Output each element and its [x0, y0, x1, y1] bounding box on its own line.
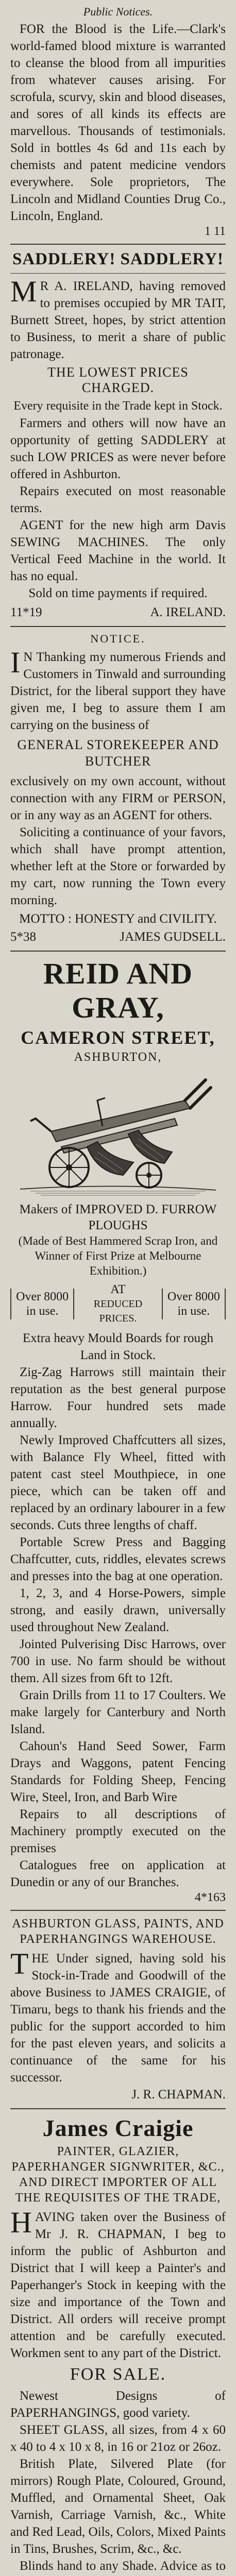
saddlery-stock: Every requisite in the Trade kept in Stock. — [13, 399, 223, 413]
craigie-ad — [10, 2114, 226, 2576]
section-header: Public Notices. — [83, 5, 153, 18]
sale-plate: British Plate, Silvered Plate (for mirrors) Rough Plate, Coloured, Ground, Muffled, and Ornamental Sheet, Oak Varnish, Carriage Varnish, &c., White and Red Lead, Oils, Colors, Mixed Paints in Tins, Brushes, Scrim, &c., &c. — [10, 2457, 226, 2556]
gudsell-para2: exclusively on my own account, without connection with any FIRM or PERSON, or in any way as an AGENT for others. — [10, 774, 226, 822]
plough-engraving — [20, 1070, 216, 1198]
firm-street: CAMERON STREET, — [21, 1027, 215, 1048]
divider — [10, 1910, 226, 1911]
blood-mixture-text: FOR the Blood is the Life.—Clark's world-famed blood mixture is warranted to cleanse the blood from all impurities from whatever causes arising. For scrofula, scurvy, skin and blood diseases, and sores of all kinds its effects are marvellous. Thousands of testimonials. Sold in bottles 4s 6d and 11s each by chemists and patent medicine vendors everywhere. Sole proprietors, The Lincoln and Midland Counties Drug Co., Lincoln, England. — [10, 22, 226, 223]
signature: A. IRELAND. — [150, 605, 226, 619]
notice-heading: NOTICE. — [90, 632, 146, 645]
makers-note: (Made of Best Hammered Scrap Iron, and Winner of First Prize at Melbourne Exhibition.) — [18, 1234, 218, 1277]
reid-and-gray-ad — [10, 957, 226, 1905]
in-use-box-left: Over 8000 in use. — [10, 1289, 74, 1319]
craigie-name: James Craigie — [42, 2115, 194, 2141]
sale-blinds: Blinds hand to any Shade. Advice as to — [20, 2559, 226, 2573]
seed-sower: Cahoun's Hand Seed Sower, Farm Drays and Waggons, patent Fencing Standards for Folding Sheep, Fencing Wire, Steel, Iron, and Barb Wire — [10, 1739, 226, 1804]
saddlery-subhead: THE LOWEST PRICES CHARGED. — [47, 365, 189, 395]
catalogues: Catalogues free on application at Dunedin or any of our Branches. — [10, 1858, 226, 1889]
chaffcutters: Newly Improved Chaffcutters all sizes, with Balance Fly Wheel, fitted with patent cast steel Mouthpiece, in one piece, which can be taken off and replaced by an ordinary labourer in a few seconds. Cuts three lengths of chaff. — [10, 1433, 226, 1532]
saddlery-repairs: Repairs executed on most reasonable terms. — [10, 484, 226, 515]
reduced-prices-bottom: REDUCED PRICES. — [93, 1298, 143, 1324]
saddlery-agent: AGENT for the new high arm Davis SEWING MACHINES. The only Vertical Feed Machine in the world. It has no equal. — [10, 518, 226, 583]
ad-code: 1 11 — [204, 225, 226, 238]
signature-row — [10, 604, 226, 621]
saddlery-heading: SADDLERY! SADDLERY! — [12, 250, 224, 268]
firm-name: REID AND GRAY, — [43, 957, 193, 1024]
ad-code: 5*38 — [10, 930, 36, 944]
zigzag-harrows: Zig-Zag Harrows still maintain their reputation as the best general purpose Harrow. Four hundred sets made annually. — [10, 1365, 226, 1430]
repairs: Repairs to all descriptions of Machinery promptly executed on the premises — [10, 1807, 226, 1855]
sale-paperhangings: Newest Designs of PAPERHANGINGS, good variety. — [10, 2389, 226, 2420]
divider — [10, 626, 226, 627]
divider — [10, 2108, 226, 2109]
chapman-notice — [10, 1916, 226, 2103]
sale-sheet-glass: SHEET GLASS, all sizes, from 4 x 60 x 40 to 4 x 10 x 8, in 16 or 21oz or 26oz. — [10, 2423, 226, 2454]
gudsell-motto: MOTTO : HONESTY and CIVILITY. — [19, 912, 217, 926]
gudsell-trade: GENERAL STOREKEEPER AND BUTCHER — [17, 737, 219, 769]
divider — [10, 951, 226, 952]
reduced-prices — [74, 1282, 162, 1326]
mould-boards: Extra heavy Mould Boards for rough Land in Stock. — [22, 1331, 214, 1362]
gudsell-notice — [10, 632, 226, 945]
price-banner — [10, 1282, 226, 1326]
saddlery-farmers: Farmers and others will now have an opportunity of getting SADDLERY at such LOW PRICES as were never before offered in Ashburton. — [10, 416, 226, 481]
saddlery-ad — [10, 250, 226, 621]
signature: J. R. CHAPMAN. — [131, 2088, 226, 2102]
craigie-body: HAVING taken over the Business of Mr J. R. CHAPMAN, I beg to inform the public of Ashburton and District that I will keep a Painter's and Paperhanger's Stock in keeping with the size and importance of the Town and District. All orders will receive prompt attention and be carefully executed. Workmen sent to any part of the District. — [10, 2206, 226, 2360]
chapman-body: THE Under signed, having sold his Stock-in-Trade and Goodwill of the above Business to JAMES CRAIGIE, of Timaru, begs to thank his friends and the public for the support accorded to him for the past eleven years, and solicits a continuance of the same for his successor. — [10, 1947, 226, 2084]
ad-code: 4*163 — [195, 1891, 226, 1904]
ad-code: 11*19 — [10, 605, 42, 619]
saddlery-payment: Sold on time payments if required. — [28, 586, 208, 600]
divider — [10, 273, 226, 274]
in-use-box-right: Over 8000 in use. — [162, 1289, 226, 1319]
makers-line: Makers of IMPROVED D. FURROW PLOUGHS — [19, 1202, 217, 1232]
blood-mixture-ad — [10, 5, 226, 239]
signature-row — [10, 928, 226, 945]
signature: JAMES GUDSELL. — [120, 930, 226, 944]
gudsell-para3: Soliciting a continuance of your favors, which shall have prompt attention, whether left at the Store or forwarded by my cart, now running the Town every morning. — [10, 825, 226, 907]
screw-press: Portable Screw Press and Bagging Chaffcutter, cuts, riddles, elevates screws and presses into the bag at one operation. — [10, 1535, 226, 1583]
firm-town: ASHBURTON, — [74, 1050, 162, 1064]
gudsell-para1: IN Thanking my numerous Friends and Customers in Tinwald and surrounding District, for the liberal support they have given me, I beg to assure them I am carrying on the business of — [10, 646, 226, 732]
craigie-trades: PAINTER, GLAZIER, PAPERHANGER SIGNWRITER, &C., AND DIRECT IMPORTER OF ALL THE REQUISITES OF THE TRADE, — [11, 2145, 225, 2205]
divider — [10, 244, 226, 245]
horse-powers: 1, 2, 3, and 4 Horse-Powers, simple strong, and easily drawn, universally used throughout New Zealand. — [10, 1586, 226, 1634]
disc-harrows: Jointed Pulverising Disc Harrows, over 700 in use. No farm should be without them. All sizes from 6ft to 12ft. — [10, 1637, 226, 1685]
reduced-prices-top: AT — [110, 1283, 126, 1296]
saddlery-intro: MR A. IRELAND, having removed to premises occupied by MR TAIT, Burnett Street, hopes, by strict attention to Business, to merit a share of public patronage. — [10, 275, 226, 361]
for-sale-heading: FOR SALE. — [70, 2365, 166, 2384]
grain-drills: Grain Drills from 11 to 17 Coulters. We make largely for Canterbury and North Island. — [10, 1688, 226, 1736]
warehouse-heading: ASHBURTON GLASS, PAINTS, AND PAPERHANGINGS WAREHOUSE. — [12, 1917, 224, 1946]
